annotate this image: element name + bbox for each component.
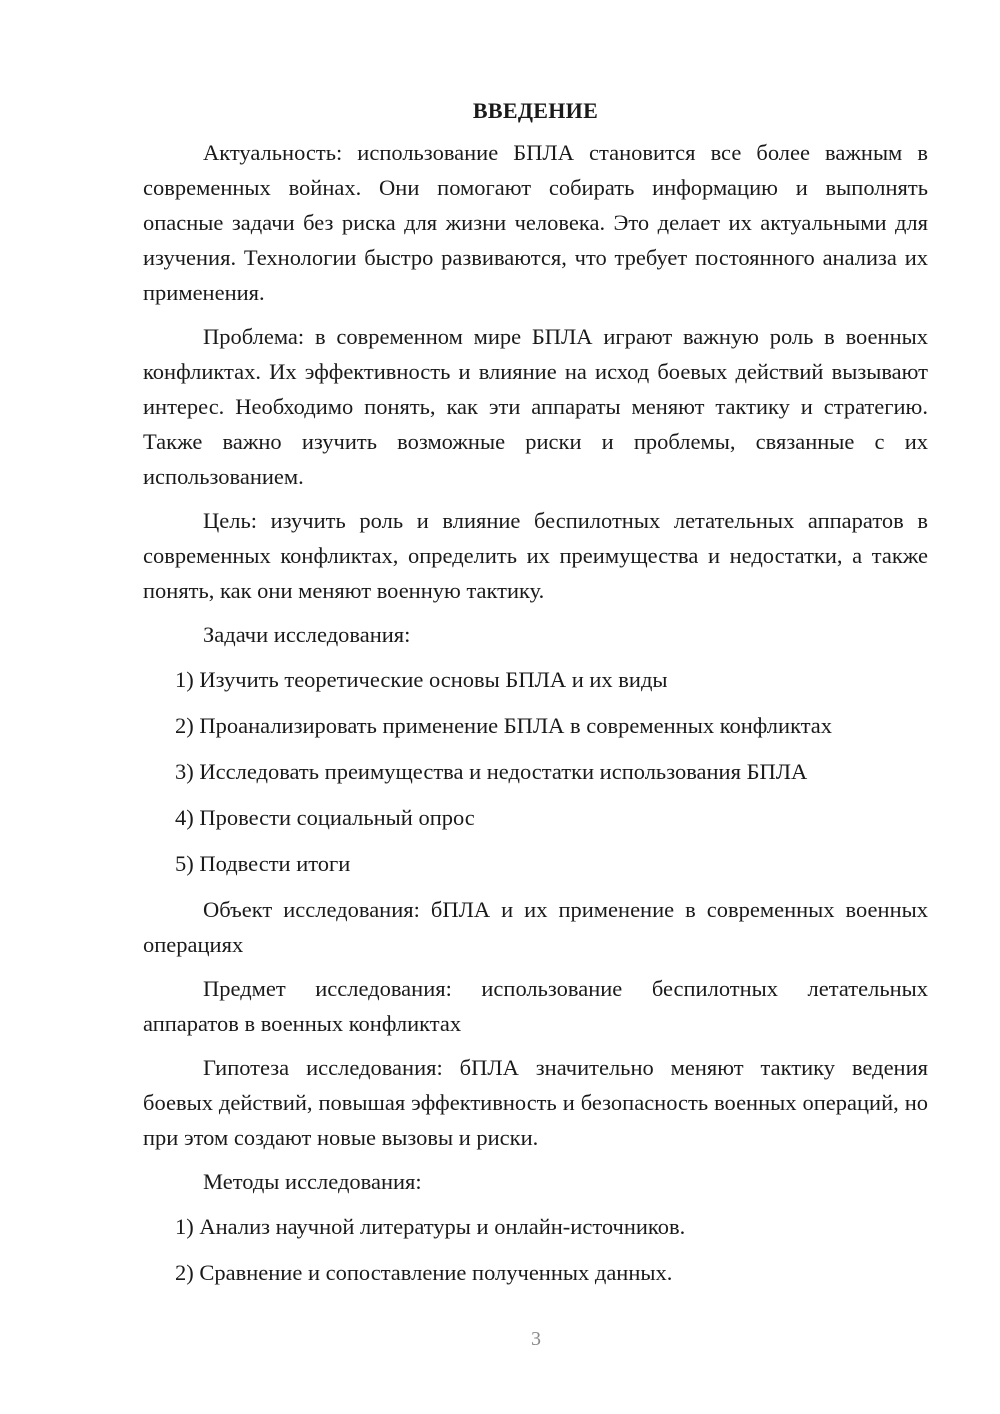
page-title: ВВЕДЕНИЕ: [472, 98, 599, 123]
relevance-paragraph: Актуальность: использование БПЛА становится все более важным в современных войнах. Они помогают собирать информацию и выполнять опасные задачи без риска для жизни человека. Это делает их актуальными для изучения. Технологии быстро развиваются, что требует постоянного анализа их применения.: [143, 140, 928, 305]
subject-paragraph: Предмет исследования: использование беспилотных летательных аппаратов в военных конфликтах: [143, 976, 928, 1036]
tasks-list: [143, 662, 928, 881]
tasks-heading: Задачи исследования:: [203, 622, 411, 647]
goal-paragraph: Цель: изучить роль и влияние беспилотных летательных аппаратов в современных конфликтах, определить их преимущества и недостатки, а также понять, как они меняют военную тактику.: [143, 508, 928, 603]
page-content: [143, 93, 928, 1301]
task-item: 1) Изучить теоретические основы БПЛА и их виды: [175, 667, 668, 692]
problem-paragraph: Проблема: в современном мире БПЛА играют важную роль в военных конфликтах. Их эффективность и влияние на исход боевых действий вызывают интерес. Необходимо понять, как эти аппараты меняют тактику и стратегию. Также важно изучить возможные риски и проблемы, связанные с их использованием.: [143, 324, 928, 489]
task-item: 2) Проанализировать применение БПЛА в современных конфликтах: [175, 713, 833, 738]
object-paragraph: Объект исследования: бПЛА и их применение в современных военных операциях: [143, 897, 928, 957]
task-item: 5) Подвести итоги: [175, 851, 351, 876]
method-item: 1) Анализ научной литературы и онлайн-источников.: [175, 1214, 686, 1239]
task-item: 4) Провести социальный опрос: [175, 805, 475, 830]
task-item: 3) Исследовать преимущества и недостатки использования БПЛА: [175, 759, 808, 784]
methods-heading: Методы исследования:: [203, 1169, 422, 1194]
page-number: 3: [531, 1328, 541, 1350]
method-item: 2) Сравнение и сопоставление полученных данных.: [175, 1260, 673, 1285]
methods-list: [143, 1209, 928, 1290]
hypothesis-paragraph: Гипотеза исследования: бПЛА значительно меняют тактику ведения боевых действий, повышая эффективность и безопасность военных операций, но при этом создают новые вызовы и риски.: [143, 1055, 928, 1150]
